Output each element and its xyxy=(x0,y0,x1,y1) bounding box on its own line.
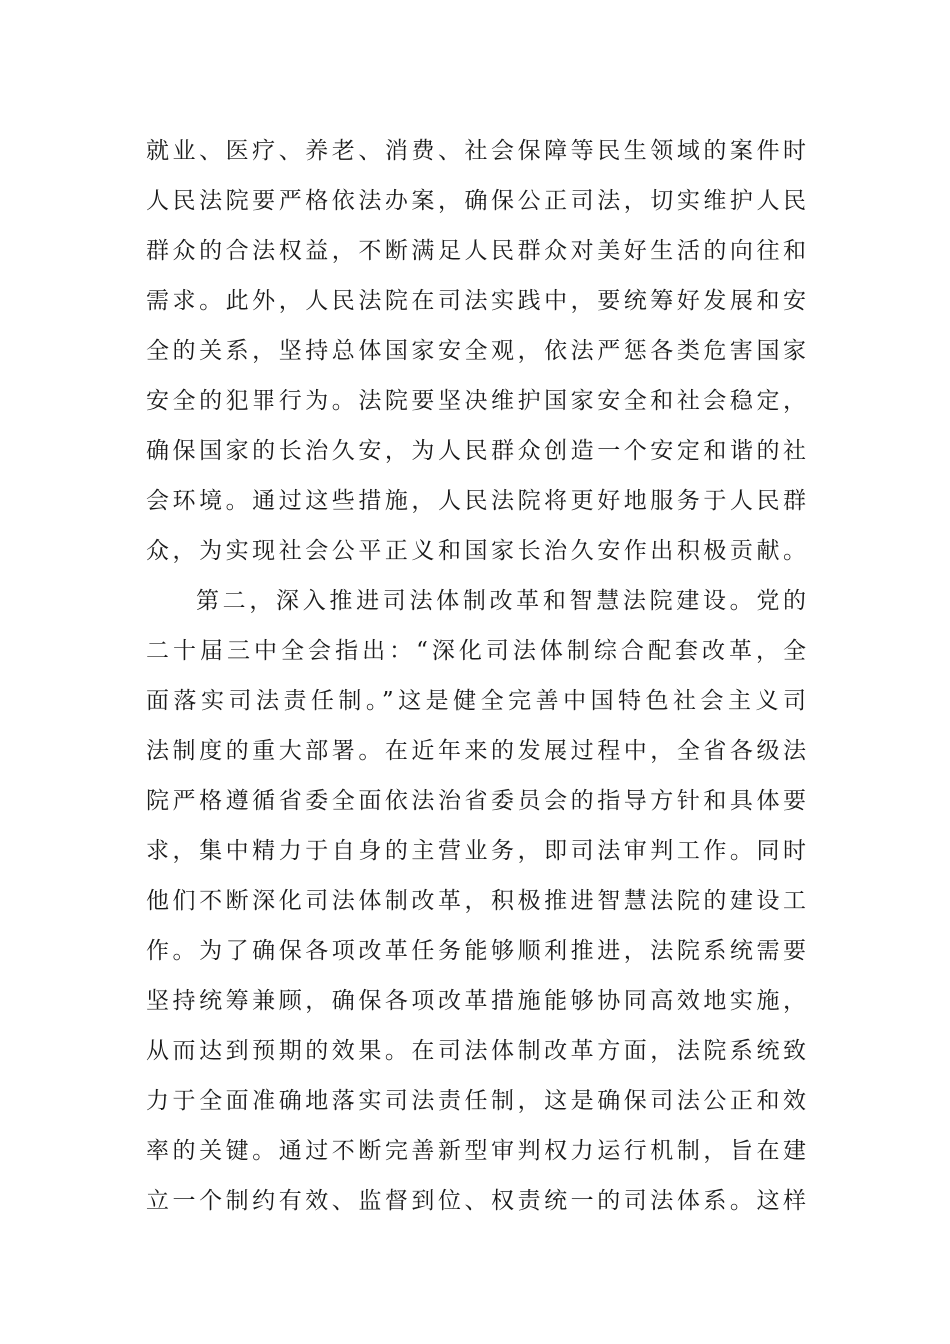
text-line: 院严格遵循省委全面依法治省委员会的指导方针和具体要 xyxy=(146,788,806,814)
text-line: 坚持统筹兼顾，确保各项改革措施能够协同高效地实施， xyxy=(146,988,806,1014)
text-line: 确保国家的长治久安，为人民群众创造一个安定和谐的社 xyxy=(146,438,806,464)
text-line: 二十届三中全会指出：“深化司法体制综合配套改革，全 xyxy=(146,638,806,664)
text-line: 力于全面准确地落实司法责任制，这是确保司法公正和效 xyxy=(146,1088,806,1114)
paragraph-start-line: 第二，深入推进司法体制改革和智慧法院建设。党的 xyxy=(196,588,806,614)
text-line: 群众的合法权益，不断满足人民群众对美好生活的向往和 xyxy=(146,238,806,264)
text-line: 全的关系，坚持总体国家安全观，依法严惩各类危害国家 xyxy=(146,338,806,364)
text-line: 作。为了确保各项改革任务能够顺利推进，法院系统需要 xyxy=(146,938,806,964)
text-line: 安全的犯罪行为。法院要坚决维护国家安全和社会稳定， xyxy=(146,388,806,414)
text-line: 从而达到预期的效果。在司法体制改革方面，法院系统致 xyxy=(146,1038,806,1064)
text-line: 他们不断深化司法体制改革，积极推进智慧法院的建设工 xyxy=(146,888,806,914)
text-line: 求，集中精力于自身的主营业务，即司法审判工作。同时 xyxy=(146,838,806,864)
text-line: 法制度的重大部署。在近年来的发展过程中，全省各级法 xyxy=(146,738,806,764)
text-line: 率的关键。通过不断完善新型审判权力运行机制，旨在建 xyxy=(146,1138,806,1164)
text-line: 就业、医疗、养老、消费、社会保障等民生领域的案件时 xyxy=(146,138,806,164)
text-line: 众，为实现社会公平正义和国家长治久安作出积极贡献。 xyxy=(146,538,806,564)
text-line: 会环境。通过这些措施，人民法院将更好地服务于人民群 xyxy=(146,488,806,514)
text-line: 面落实司法责任制。”这是健全完善中国特色社会主义司 xyxy=(146,688,806,714)
text-line: 需求。此外，人民法院在司法实践中，要统筹好发展和安 xyxy=(146,288,806,314)
text-line: 立一个制约有效、监督到位、权责统一的司法体系。这样 xyxy=(146,1188,806,1214)
text-line: 人民法院要严格依法办案，确保公正司法，切实维护人民 xyxy=(146,188,806,214)
